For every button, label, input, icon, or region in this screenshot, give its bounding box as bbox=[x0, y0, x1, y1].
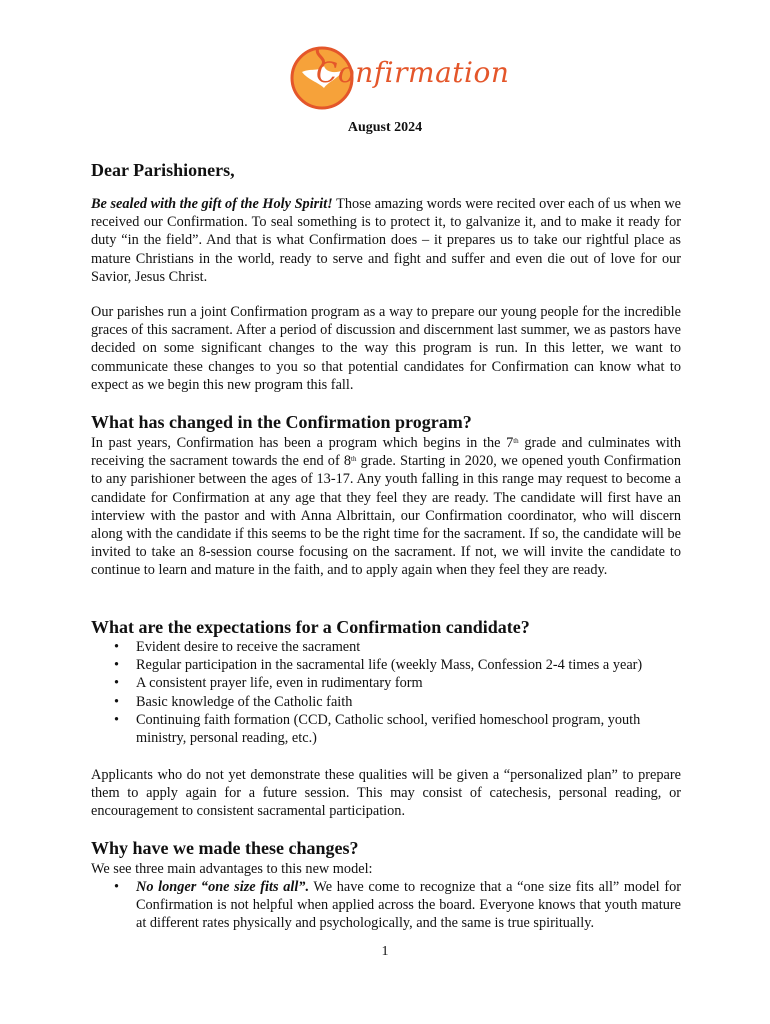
applicants-paragraph: Applicants who do not yet demonstrate these qualities will be given a “personalized plan” to prepare them to apply again for a future session. This may consist of catechesis, personal reading, or encouragement to consistent sacramental participation. bbox=[91, 767, 681, 820]
letter-date: August 2024 bbox=[347, 120, 423, 135]
expectations-list bbox=[91, 638, 681, 747]
bullet-icon: • bbox=[114, 711, 120, 728]
list-item bbox=[91, 638, 681, 656]
changes-text-3: grade. Starting in 2020, we opened youth Confirmation to any parishioner between the ages of 13-17. Any youth falling in this range may request to become a candidate for Confirmation at any age that they feel they are ready. The candidate will first have an interview with the pastor and with Anna Albrittain, our Confirmation coordinator, who will discern along with the candidate if this seems to be the right time for the sacrament. If so, the candidate will be invited to take an 8-session course focusing on the sacrament. If not, we will invite the candidate to continue to learn and mature in the faith, and to apply again when they feel they are ready. bbox=[91, 453, 681, 579]
list-item bbox=[91, 711, 681, 747]
intro-text: Those amazing words were recited over each of us when we received our Confirmation. To seal something is to protect it, to galvanize it, and to make it ready for duty “in the field”. And that is what Confirmation does – it prepares us to take our rightful place as mature Christians in the world, ready to serve and fight and suffer and even die out of love for our Savior, Jesus Christ. bbox=[91, 196, 681, 285]
list-item-text: A consistent prayer life, even in rudimentary form bbox=[136, 675, 423, 692]
list-item-text: Regular participation in the sacramental life (weekly Mass, Confession 2-4 times a year) bbox=[136, 657, 643, 674]
intro-lead: Be sealed with the gift of the Holy Spirit! bbox=[91, 196, 333, 212]
list-item bbox=[91, 693, 681, 711]
intro-paragraph bbox=[91, 195, 681, 286]
changes-text-1: In past years, Confirmation has been a program which begins in the 7 bbox=[91, 435, 514, 451]
bullet-icon: • bbox=[114, 879, 120, 895]
list-item-text: Continuing faith formation (CCD, Catholic school, verified homeschool program, youth ministry, personal reading, etc.) bbox=[136, 711, 641, 747]
confirmation-logo bbox=[288, 42, 510, 122]
bullet-icon: • bbox=[114, 693, 120, 710]
list-item bbox=[91, 674, 681, 692]
ordinal-suffix: th bbox=[351, 455, 357, 464]
advantages-intro: We see three main advantages to this new model: bbox=[91, 861, 373, 877]
section-heading-changes: What has changed in the Confirmation program? bbox=[91, 412, 472, 432]
advantages-list bbox=[91, 878, 681, 933]
bullet-icon: • bbox=[114, 675, 120, 692]
bullet-icon: • bbox=[114, 657, 120, 674]
bullet-icon: • bbox=[114, 639, 120, 655]
list-item bbox=[91, 656, 681, 674]
changes-paragraph bbox=[91, 434, 681, 580]
changes-text-2: grade and culminates with receiving the sacrament towards the end of 8 bbox=[91, 435, 681, 470]
section-heading-expectations: What are the expectations for a Confirmation candidate? bbox=[91, 617, 530, 637]
page-number: 1 bbox=[381, 944, 389, 959]
list-item-text: Evident desire to receive the sacrament bbox=[136, 639, 361, 655]
list-item bbox=[91, 878, 681, 933]
section-heading-why: Why have we made these changes? bbox=[91, 838, 359, 858]
advantage-lead: No longer “one size fits all”. bbox=[136, 879, 310, 895]
advantage-text: We have come to recognize that a “one size fits all” model for Confirmation is not helpful when applied across the board. Everyone knows that youth mature at different rates physically and psychologically, and the same is true spiritually. bbox=[136, 879, 681, 932]
logo-text: Confirmation bbox=[316, 56, 510, 89]
program-paragraph: Our parishes run a joint Confirmation program as a way to prepare our young people for the incredible graces of this sacrament. After a period of discussion and discernment last summer, we as pastors have decided on some significant changes to the way this program is run. In this letter, we want to communicate these changes to you so that potential candidates for Confirmation can know what to expect as we begin this new program this fall. bbox=[91, 304, 681, 393]
ordinal-suffix: th bbox=[513, 437, 519, 445]
greeting: Dear Parishioners, bbox=[91, 160, 235, 180]
list-item-text: Basic knowledge of the Catholic faith bbox=[136, 693, 353, 710]
